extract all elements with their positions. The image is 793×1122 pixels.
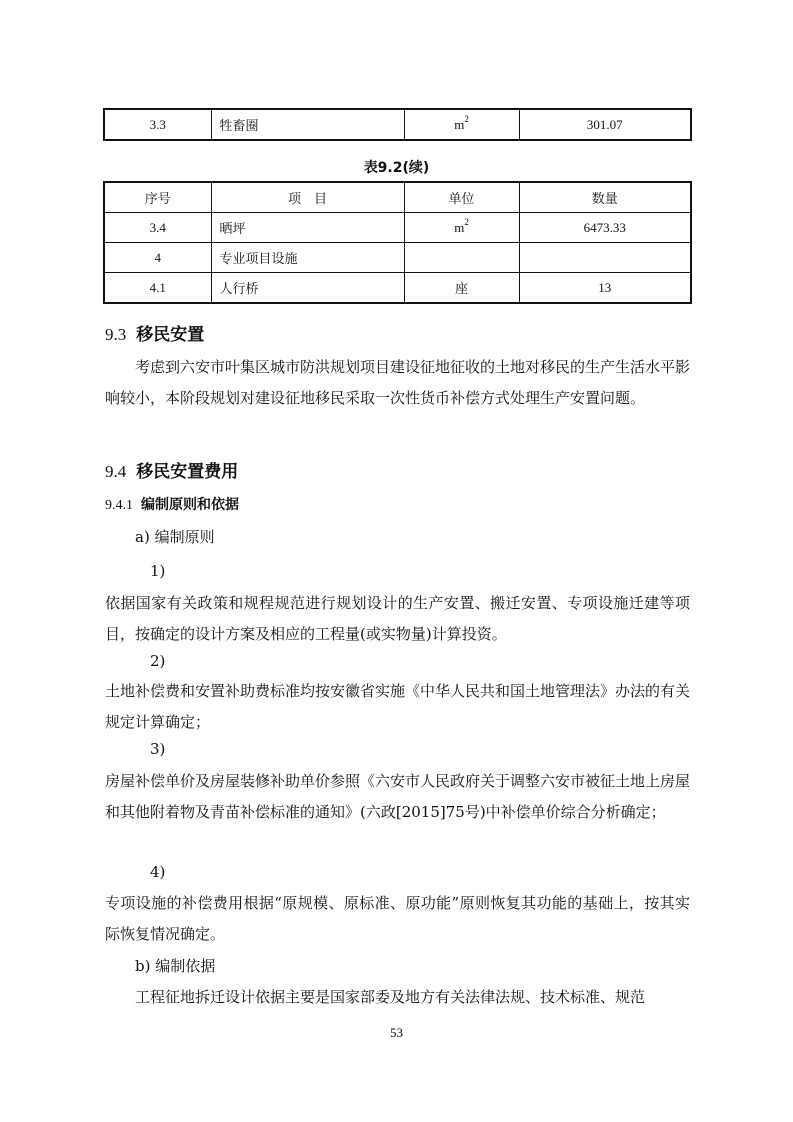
cell-item: 牲畜圈 — [211, 109, 404, 140]
table-row — [104, 109, 691, 140]
section-heading-9-4 — [105, 457, 238, 482]
unit-superscript: 2 — [464, 114, 469, 125]
cell-no: 4.1 — [104, 273, 211, 304]
subsection-title: 编制原则和依据 — [141, 497, 239, 513]
table-row — [104, 243, 691, 273]
table-header-row — [104, 182, 691, 213]
header-unit: 单位 — [404, 182, 519, 213]
cell-qty: 13 — [519, 273, 691, 304]
subheading-b: b) 编制依据 — [135, 957, 216, 975]
cell-unit: 座 — [404, 273, 519, 304]
subsection-number: 9.4.1 — [105, 498, 133, 513]
section-number: 9.4 — [105, 462, 127, 481]
section-title: 移民安置费用 — [136, 462, 239, 482]
item-number-4: 4) — [150, 863, 166, 881]
cell-no: 3.4 — [104, 213, 211, 243]
header-no: 序号 — [104, 182, 211, 213]
section-number: 9.3 — [105, 325, 127, 344]
item-number-1: 1) — [150, 562, 166, 580]
table-caption: 表9.2(续) — [363, 160, 430, 176]
table-9-2-continued — [103, 181, 692, 304]
paragraph-b: 工程征地拆迁设计依据主要是国家部委及地方有关法律法规、技术标准、规范 — [135, 988, 646, 1006]
page-number: 53 — [390, 1025, 403, 1040]
cell-item: 人行桥 — [211, 273, 404, 304]
subheading-a: a) 编制原则 — [135, 528, 215, 546]
item-number-2: 2) — [150, 652, 166, 670]
item-text-1: 依据国家有关政策和规程规范进行规划设计的生产安置、搬迁安置、专项设施迁建等项目，按确定的设计方案及相应的工程量(或实物量)计算投资。 — [105, 594, 690, 643]
table-row — [104, 273, 691, 304]
cell-qty: 301.07 — [519, 109, 691, 140]
unit-superscript: 2 — [464, 217, 469, 228]
cell-qty — [519, 243, 691, 273]
unit-base: m — [454, 219, 465, 235]
unit-base: m — [454, 116, 465, 132]
section-title: 移民安置 — [136, 325, 205, 345]
cell-qty: 6473.33 — [519, 213, 691, 243]
item-text-2: 土地补偿费和安置补助费标准均按安徽省实施《中华人民共和国土地管理法》办法的有关规定计算确定； — [105, 682, 691, 731]
item-text-4: 专项设施的补偿费用根据“原规模、原标准、原功能”原则恢复其功能的基础上，按其实际恢复情况确定。 — [105, 894, 690, 943]
cell-unit — [404, 213, 519, 243]
table-row — [104, 213, 691, 243]
cell-unit — [404, 109, 519, 140]
header-item: 项 目 — [211, 182, 404, 213]
paragraph-9-3: 考虑到六安市叶集区城市防洪规划项目建设征地征收的土地对移民的生产生活水平影响较小，本阶段规划对建设征地移民采取一次性货币补偿方式处理生产安置问题。 — [105, 358, 691, 407]
cell-unit — [404, 243, 519, 273]
cell-no: 4 — [104, 243, 211, 273]
item-number-3: 3) — [150, 740, 166, 758]
header-qty: 数量 — [519, 182, 691, 213]
table-continuation-top — [103, 108, 692, 141]
subsection-heading-9-4-1 — [105, 494, 239, 514]
cell-no: 3.3 — [104, 109, 211, 140]
section-heading-9-3 — [105, 320, 204, 345]
item-text-3: 房屋补偿单价及房屋装修补助单价参照《六安市人民政府关于调整六安市被征土地上房屋和其他附着物及青苗补偿标准的通知》(六政[2015]75号)中补偿单价综合分析确定； — [105, 772, 691, 821]
cell-item: 晒坪 — [211, 213, 404, 243]
cell-item: 专业项目设施 — [211, 243, 404, 273]
